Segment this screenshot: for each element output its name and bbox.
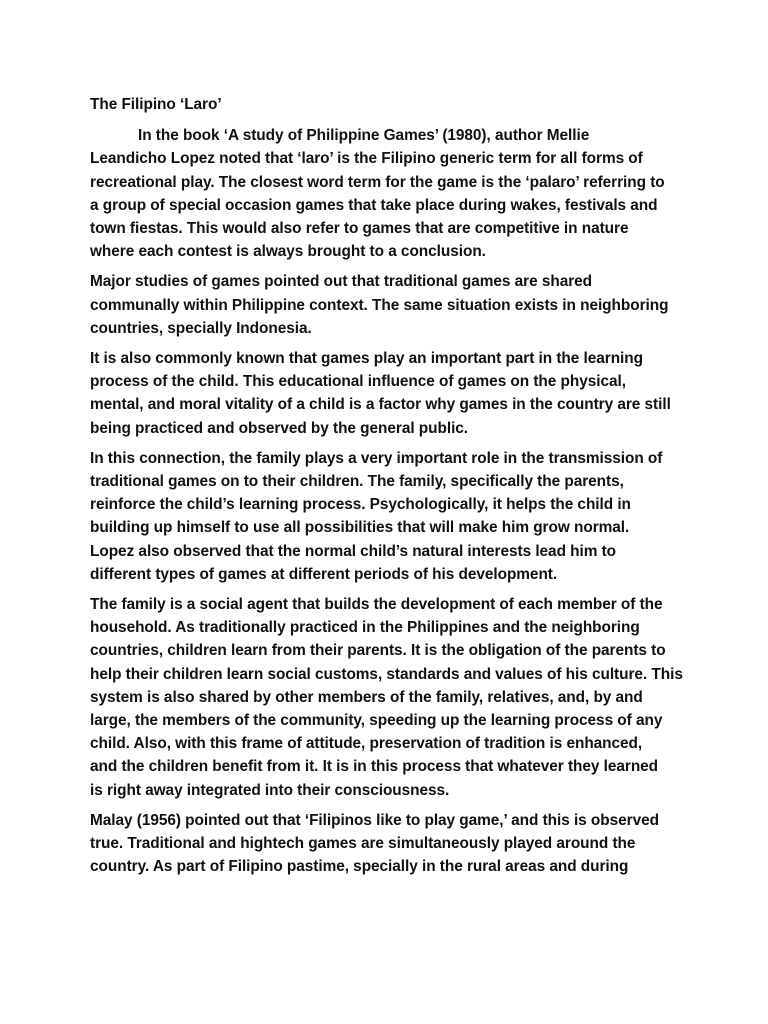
text-line: It is also commonly known that games play an important part in the learning <box>90 350 643 368</box>
document-body <box>90 93 683 886</box>
text-line: is right away integrated into their consciousness. <box>90 781 450 799</box>
text-line: where each contest is always brought to a conclusion. <box>90 243 486 261</box>
text-line: recreational play. The closest word term for the game is the ‘palaro’ referring to <box>90 173 665 191</box>
text-line: household. As traditionally practiced in the Philippines and the neighboring <box>90 619 640 637</box>
text-line: process of the child. This educational influence of games on the physical, <box>90 373 626 391</box>
text-line: a group of special occasion games that take place during wakes, festivals and <box>90 196 658 214</box>
text-line: being practiced and observed by the general public. <box>90 419 469 437</box>
paragraph-4 <box>90 447 680 586</box>
paragraph-1 <box>90 124 680 263</box>
paragraph-5 <box>90 593 683 802</box>
paragraph-2 <box>90 270 680 340</box>
text-line: child. Also, with this frame of attitude, preservation of tradition is enhanced, <box>90 735 643 753</box>
text-line: The family is a social agent that builds the development of each member of the <box>90 596 663 614</box>
text-line: system is also shared by other members of the family, relatives, and, by and <box>90 688 643 706</box>
text-line: In this connection, the family plays a very important role in the transmission of <box>90 449 663 467</box>
text-line: countries, children learn from their parents. It is the obligation of the parents to <box>90 642 666 660</box>
text-line: different types of games at different periods of his development. <box>90 565 558 583</box>
text-line: and the children benefit from it. It is in this process that whatever they learned <box>90 758 659 776</box>
text-line: reinforce the child’s learning process. Psychologically, it helps the child in <box>90 496 631 514</box>
text-line: Lopez also observed that the normal child’s natural interests lead him to <box>90 542 617 560</box>
paragraph-3 <box>90 347 680 440</box>
text-line: Malay (1956) pointed out that ‘Filipinos like to play game,’ and this is observed <box>90 811 659 829</box>
text-line: traditional games on to their children. The family, specifically the parents, <box>90 473 624 491</box>
document-title: The Filipino ‘Laro’ <box>90 96 222 113</box>
text-line: town fiestas. This would also refer to games that are competitive in nature <box>90 220 629 238</box>
text-line: help their children learn social customs, standards and values of his culture. This <box>90 665 683 683</box>
text-line: Leandicho Lopez noted that ‘laro’ is the Filipino generic term for all forms of <box>90 150 643 168</box>
text-line: building up himself to use all possibilities that will make him grow normal. <box>90 519 630 537</box>
text-line: Major studies of games pointed out that traditional games are shared <box>90 273 593 291</box>
text-line: In the book ‘A study of Philippine Games’ (1980), author Mellie <box>138 127 590 145</box>
text-line: countries, specially Indonesia. <box>90 319 312 337</box>
text-line: mental, and moral vitality of a child is a factor why games in the country are still <box>90 396 671 414</box>
text-line: country. As part of Filipino pastime, specially in the rural areas and during <box>90 858 629 876</box>
text-line: true. Traditional and hightech games are simultaneously played around the <box>90 835 636 853</box>
text-line: communally within Philippine context. The same situation exists in neighboring <box>90 296 669 314</box>
text-line: large, the members of the community, speeding up the learning process of any <box>90 712 663 730</box>
paragraph-6 <box>90 809 680 879</box>
